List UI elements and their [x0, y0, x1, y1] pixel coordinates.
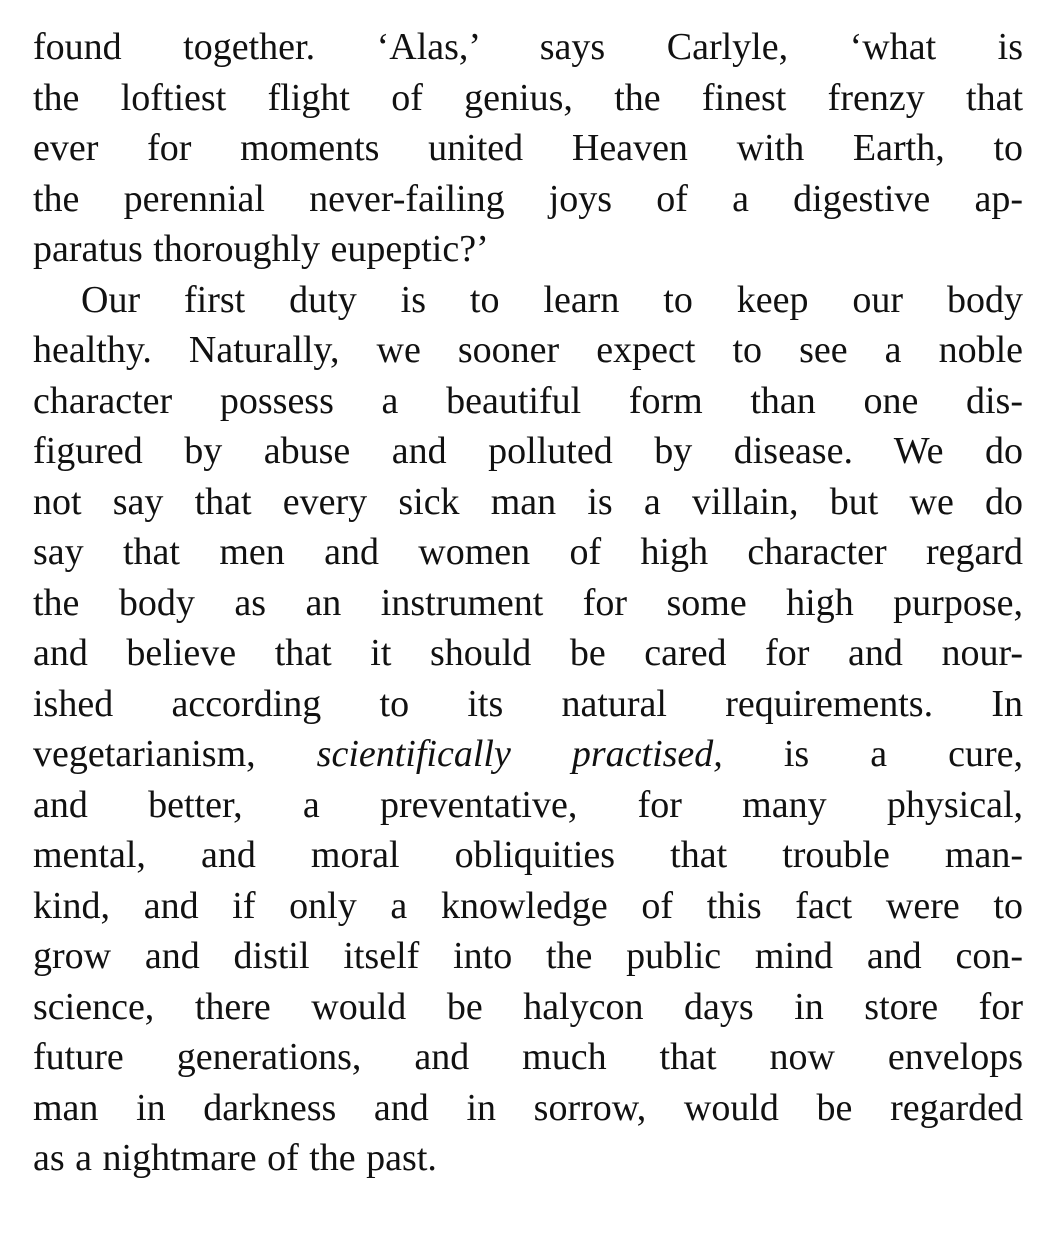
text-line: the loftiest flight of genius, the finest frenzy that [33, 76, 1023, 119]
text-run: is a cure, [722, 733, 1023, 775]
text-line-with-italics [33, 729, 1023, 780]
text-line: science, there would be halycon days in store for [33, 985, 1023, 1028]
document-page [33, 22, 1023, 1184]
text-line: and better, a preventative, for many physical, [33, 783, 1023, 826]
text-line: kind, and if only a knowledge of this fact were to [33, 884, 1023, 927]
text-line: healthy. Naturally, we sooner expect to see a noble [33, 329, 1023, 371]
text-run: vegetarianism, [33, 733, 317, 775]
text-line: not say that every sick man is a villain, but we do [33, 480, 1023, 523]
text-line: man in darkness and in sorrow, would be regarded [33, 1086, 1023, 1129]
text-line: future generations, and much that now envelops [33, 1036, 1023, 1078]
text-line: paratus thoroughly eupeptic?’ [33, 228, 489, 270]
text-line: as a nightmare of the past. [33, 1137, 437, 1179]
text-line: grow and distil itself into the public mind and con- [33, 935, 1023, 977]
text-line: Our first duty is to learn to keep our body [81, 278, 1023, 321]
text-line: the perennial never-failing joys of a digestive ap- [33, 177, 1023, 220]
text-line: mental, and moral obliquities that trouble man- [33, 834, 1023, 876]
text-line: figured by abuse and polluted by disease. We do [33, 430, 1023, 472]
text-line: and believe that it should be cared for and nour- [33, 632, 1023, 674]
italic-emphasis: scientifically practised, [316, 733, 723, 775]
text-line: found together. ‘Alas,’ says Carlyle, ‘what is [33, 26, 1023, 68]
text-line: say that men and women of high character regard [33, 531, 1023, 573]
text-line: character possess a beautiful form than one dis- [33, 379, 1023, 422]
text-line: the body as an instrument for some high purpose, [33, 581, 1023, 624]
text-line: ever for moments united Heaven with Earth, to [33, 127, 1023, 169]
paragraph-health-duty [33, 275, 1023, 1184]
paragraph-carlyle-quote [33, 22, 1023, 275]
text-line: ished according to its natural requirements. In [33, 682, 1023, 725]
